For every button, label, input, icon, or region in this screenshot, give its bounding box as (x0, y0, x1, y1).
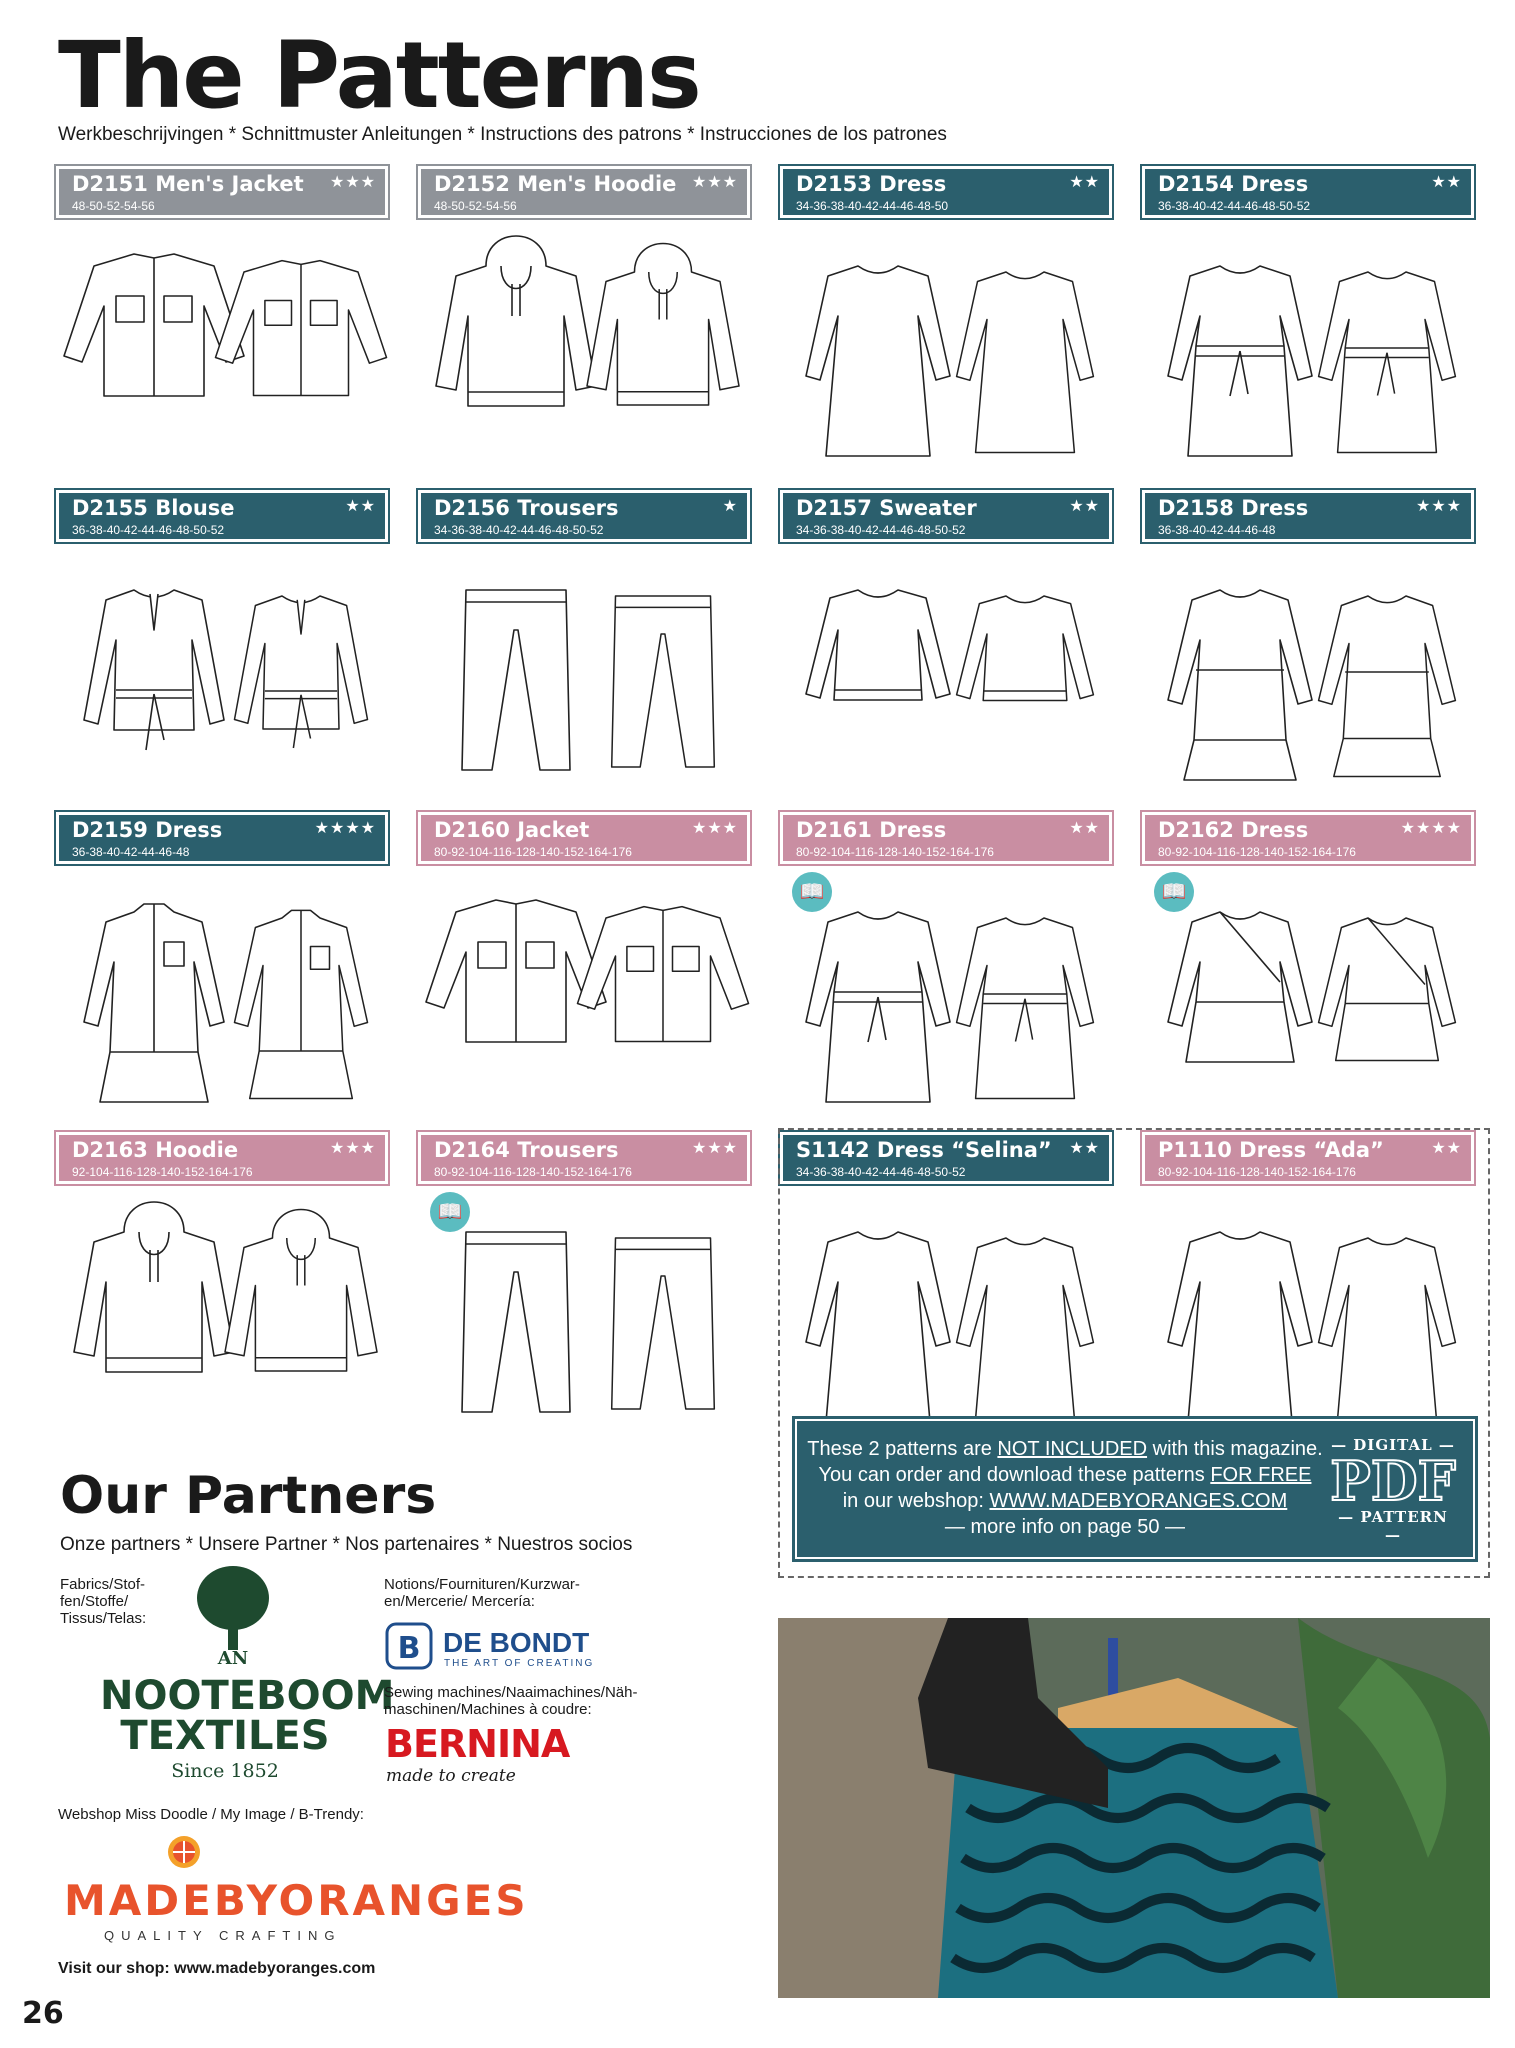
pattern-name: D2157 Sweater (796, 496, 977, 520)
garment-drawing-shirt-dress-icon (54, 872, 394, 1134)
sewing-label: Sewing machines/Naaimachines/Näh- maschinen/Machines à coudre: (384, 1684, 638, 1718)
pattern-name: D2155 Blouse (72, 496, 235, 520)
pattern-card (416, 1130, 756, 1460)
garment-drawing-hoodie-icon (416, 226, 756, 488)
pattern-name: D2158 Dress (1158, 496, 1309, 520)
difficulty-stars: ★★★★ (314, 820, 376, 837)
pattern-sizes: 80-92-104-116-128-140-152-164-176 (434, 1165, 632, 1179)
notions-label: Notions/Fournituren/Kurzwar- en/Mercerie/ Mercería: (384, 1576, 580, 1610)
pattern-label (54, 488, 390, 544)
difficulty-stars: ★★ (1069, 174, 1100, 191)
partners-title: Our Partners (60, 1466, 437, 1526)
webshop-label: Webshop Miss Doodle / My Image / B-Trendy: (58, 1806, 364, 1823)
pattern-label (778, 810, 1114, 866)
difficulty-stars: ★★ (1069, 1140, 1100, 1157)
pattern-label (778, 164, 1114, 220)
difficulty-stars: ★★ (1069, 820, 1100, 837)
pattern-name: P1110 Dress “Ada” (1158, 1138, 1384, 1162)
garment-drawing-blouse-icon (54, 550, 394, 812)
difficulty-stars: ★★★ (329, 174, 376, 191)
nooteboom-logo: NOOTEBOOM TEXTILES (100, 1673, 395, 1759)
pattern-card (54, 488, 394, 818)
pattern-card (416, 164, 756, 494)
pattern-sizes: 92-104-116-128-140-152-164-176 (72, 1165, 253, 1179)
photo-boot-and-dress (778, 1618, 1490, 1998)
svg-text:AN: AN (217, 1648, 249, 1669)
partners-subtitle: Onze partners * Unsere Partner * Nos partenaires * Nuestros socios (60, 1534, 633, 1555)
pattern-name: D2159 Dress (72, 818, 223, 842)
pattern-name: D2154 Dress (1158, 172, 1309, 196)
digital-pdf-badge: — DIGITAL — PDF — PATTERN — (1330, 1436, 1456, 1544)
pattern-card (416, 810, 756, 1140)
difficulty-stars: ★★ (1431, 174, 1462, 191)
pattern-card (1140, 164, 1480, 494)
pattern-label (54, 810, 390, 866)
difficulty-stars: ★★ (1069, 498, 1100, 515)
info-box (792, 1416, 1478, 1562)
pattern-name: D2156 Trousers (434, 496, 619, 520)
pattern-sizes: 36-38-40-42-44-46-48-50-52 (72, 523, 225, 537)
pattern-name: D2151 Men's Jacket (72, 172, 304, 196)
tree-logo-icon (178, 1560, 288, 1670)
pattern-sizes: 34-36-38-40-42-44-46-48-50-52 (796, 1165, 966, 1179)
pattern-name: D2163 Hoodie (72, 1138, 239, 1162)
pattern-sizes: 34-36-38-40-42-44-46-48-50-52 (434, 523, 604, 537)
garment-drawing-hoodie-icon (54, 1192, 394, 1454)
difficulty-stars: ★★★ (329, 1140, 376, 1157)
pattern-sizes: 80-92-104-116-128-140-152-164-176 (796, 845, 994, 859)
madebyoranges-logo: MADEBYORANGES (64, 1876, 529, 1925)
nooteboom-since: Since 1852 (171, 1760, 279, 1782)
pattern-name: D2152 Men's Hoodie (434, 172, 677, 196)
bernina-logo: BERNINA (385, 1722, 570, 1766)
pattern-card (54, 810, 394, 1140)
pattern-sizes: 80-92-104-116-128-140-152-164-176 (434, 845, 632, 859)
pattern-sizes: 48-50-52-54-56 (434, 199, 517, 213)
garment-drawing-dress-belt-icon (1140, 226, 1480, 488)
pattern-sizes: 34-36-38-40-42-44-46-48-50-52 (796, 523, 966, 537)
pattern-sizes: 80-92-104-116-128-140-152-164-176 (1158, 845, 1356, 859)
difficulty-stars: ★★★ (1415, 498, 1462, 515)
pattern-name: D2161 Dress (796, 818, 947, 842)
pattern-sizes: 36-38-40-42-44-46-48 (1158, 523, 1276, 537)
garment-drawing-dress-icon (778, 226, 1118, 488)
pattern-label (416, 164, 752, 220)
book-icon: 📖 (430, 1192, 470, 1232)
pattern-label (416, 810, 752, 866)
pattern-name: D2160 Jacket (434, 818, 590, 842)
book-icon: 📖 (792, 872, 832, 912)
garment-drawing-dress-belt-icon (778, 872, 1118, 1134)
pattern-sizes: 80-92-104-116-128-140-152-164-176 (1158, 1165, 1356, 1179)
difficulty-stars: ★★★★ (1400, 820, 1462, 837)
garment-drawing-dress-frill-icon (1140, 550, 1480, 812)
garment-drawing-wrap-dress-icon (1140, 872, 1480, 1134)
page-subtitle: Werkbeschrijvingen * Schnittmuster Anleitungen * Instructions des patrons * Instrucciones de los patrones (58, 124, 947, 145)
garment-drawing-trousers-icon (416, 550, 756, 812)
orange-slice-icon (166, 1834, 202, 1870)
pattern-label (1140, 488, 1476, 544)
info-text: These 2 patterns are NOT INCLUDED with this magazine. You can order and download these patterns FOR FREE in our webshop: WWW.MADEBYORANGES.COM — more info on page 50 — (807, 1438, 1323, 1538)
difficulty-stars: ★★★ (691, 174, 738, 191)
pattern-card (1140, 810, 1480, 1140)
pattern-sizes: 48-50-52-54-56 (72, 199, 155, 213)
garment-drawing-trousers-icon (416, 1192, 756, 1454)
madebyoranges-tagline: QUALITY CRAFTING (104, 1928, 342, 1943)
pattern-card (1140, 488, 1480, 818)
pattern-name: S1142 Dress “Selina” (796, 1138, 1052, 1162)
page-number: 26 (22, 1996, 64, 2031)
difficulty-stars: ★★ (345, 498, 376, 515)
pattern-label (416, 1130, 752, 1186)
de-bondt-logo (385, 1618, 615, 1674)
pattern-card (778, 488, 1118, 818)
pattern-card (778, 810, 1118, 1140)
pattern-card (54, 164, 394, 494)
difficulty-stars: ★★★ (691, 820, 738, 837)
pattern-card (54, 1130, 394, 1460)
pattern-card (778, 164, 1118, 494)
pattern-name: D2164 Trousers (434, 1138, 619, 1162)
pattern-label (54, 164, 390, 220)
garment-drawing-jacket-icon (54, 226, 394, 488)
pattern-label (416, 488, 752, 544)
svg-text:B: B (397, 1631, 421, 1666)
visit-shop-link[interactable]: Visit our shop: www.madebyoranges.com (58, 1960, 376, 1977)
svg-text:DE BONDT: DE BONDT (443, 1627, 590, 1658)
pattern-label (778, 488, 1114, 544)
page-title: The Patterns (58, 22, 700, 129)
pattern-name: D2153 Dress (796, 172, 947, 196)
pattern-card (416, 488, 756, 818)
fabrics-label: Fabrics/Stof- fen/Stoffe/ Tissus/Telas: (60, 1576, 147, 1627)
bernina-tagline: made to create (386, 1766, 516, 1786)
pattern-sizes: 36-38-40-42-44-46-48-50-52 (1158, 199, 1311, 213)
garment-drawing-jacket-icon (416, 872, 756, 1134)
pattern-name: D2162 Dress (1158, 818, 1309, 842)
difficulty-stars: ★★ (1431, 1140, 1462, 1157)
difficulty-stars: ★ (722, 498, 738, 515)
difficulty-stars: ★★★ (691, 1140, 738, 1157)
pattern-label (54, 1130, 390, 1186)
pattern-sizes: 36-38-40-42-44-46-48 (72, 845, 190, 859)
pattern-label (1140, 810, 1476, 866)
pattern-sizes: 34-36-38-40-42-44-46-48-50 (796, 199, 949, 213)
pattern-label (1140, 164, 1476, 220)
svg-text:THE ART OF CREATING: THE ART OF CREATING (444, 1658, 595, 1669)
garment-drawing-sweater-icon (778, 550, 1118, 812)
photo-illustration (778, 1618, 1490, 1998)
webshop-link[interactable]: WWW.MADEBYORANGES.COM (989, 1490, 1288, 1512)
book-icon: 📖 (1154, 872, 1194, 912)
